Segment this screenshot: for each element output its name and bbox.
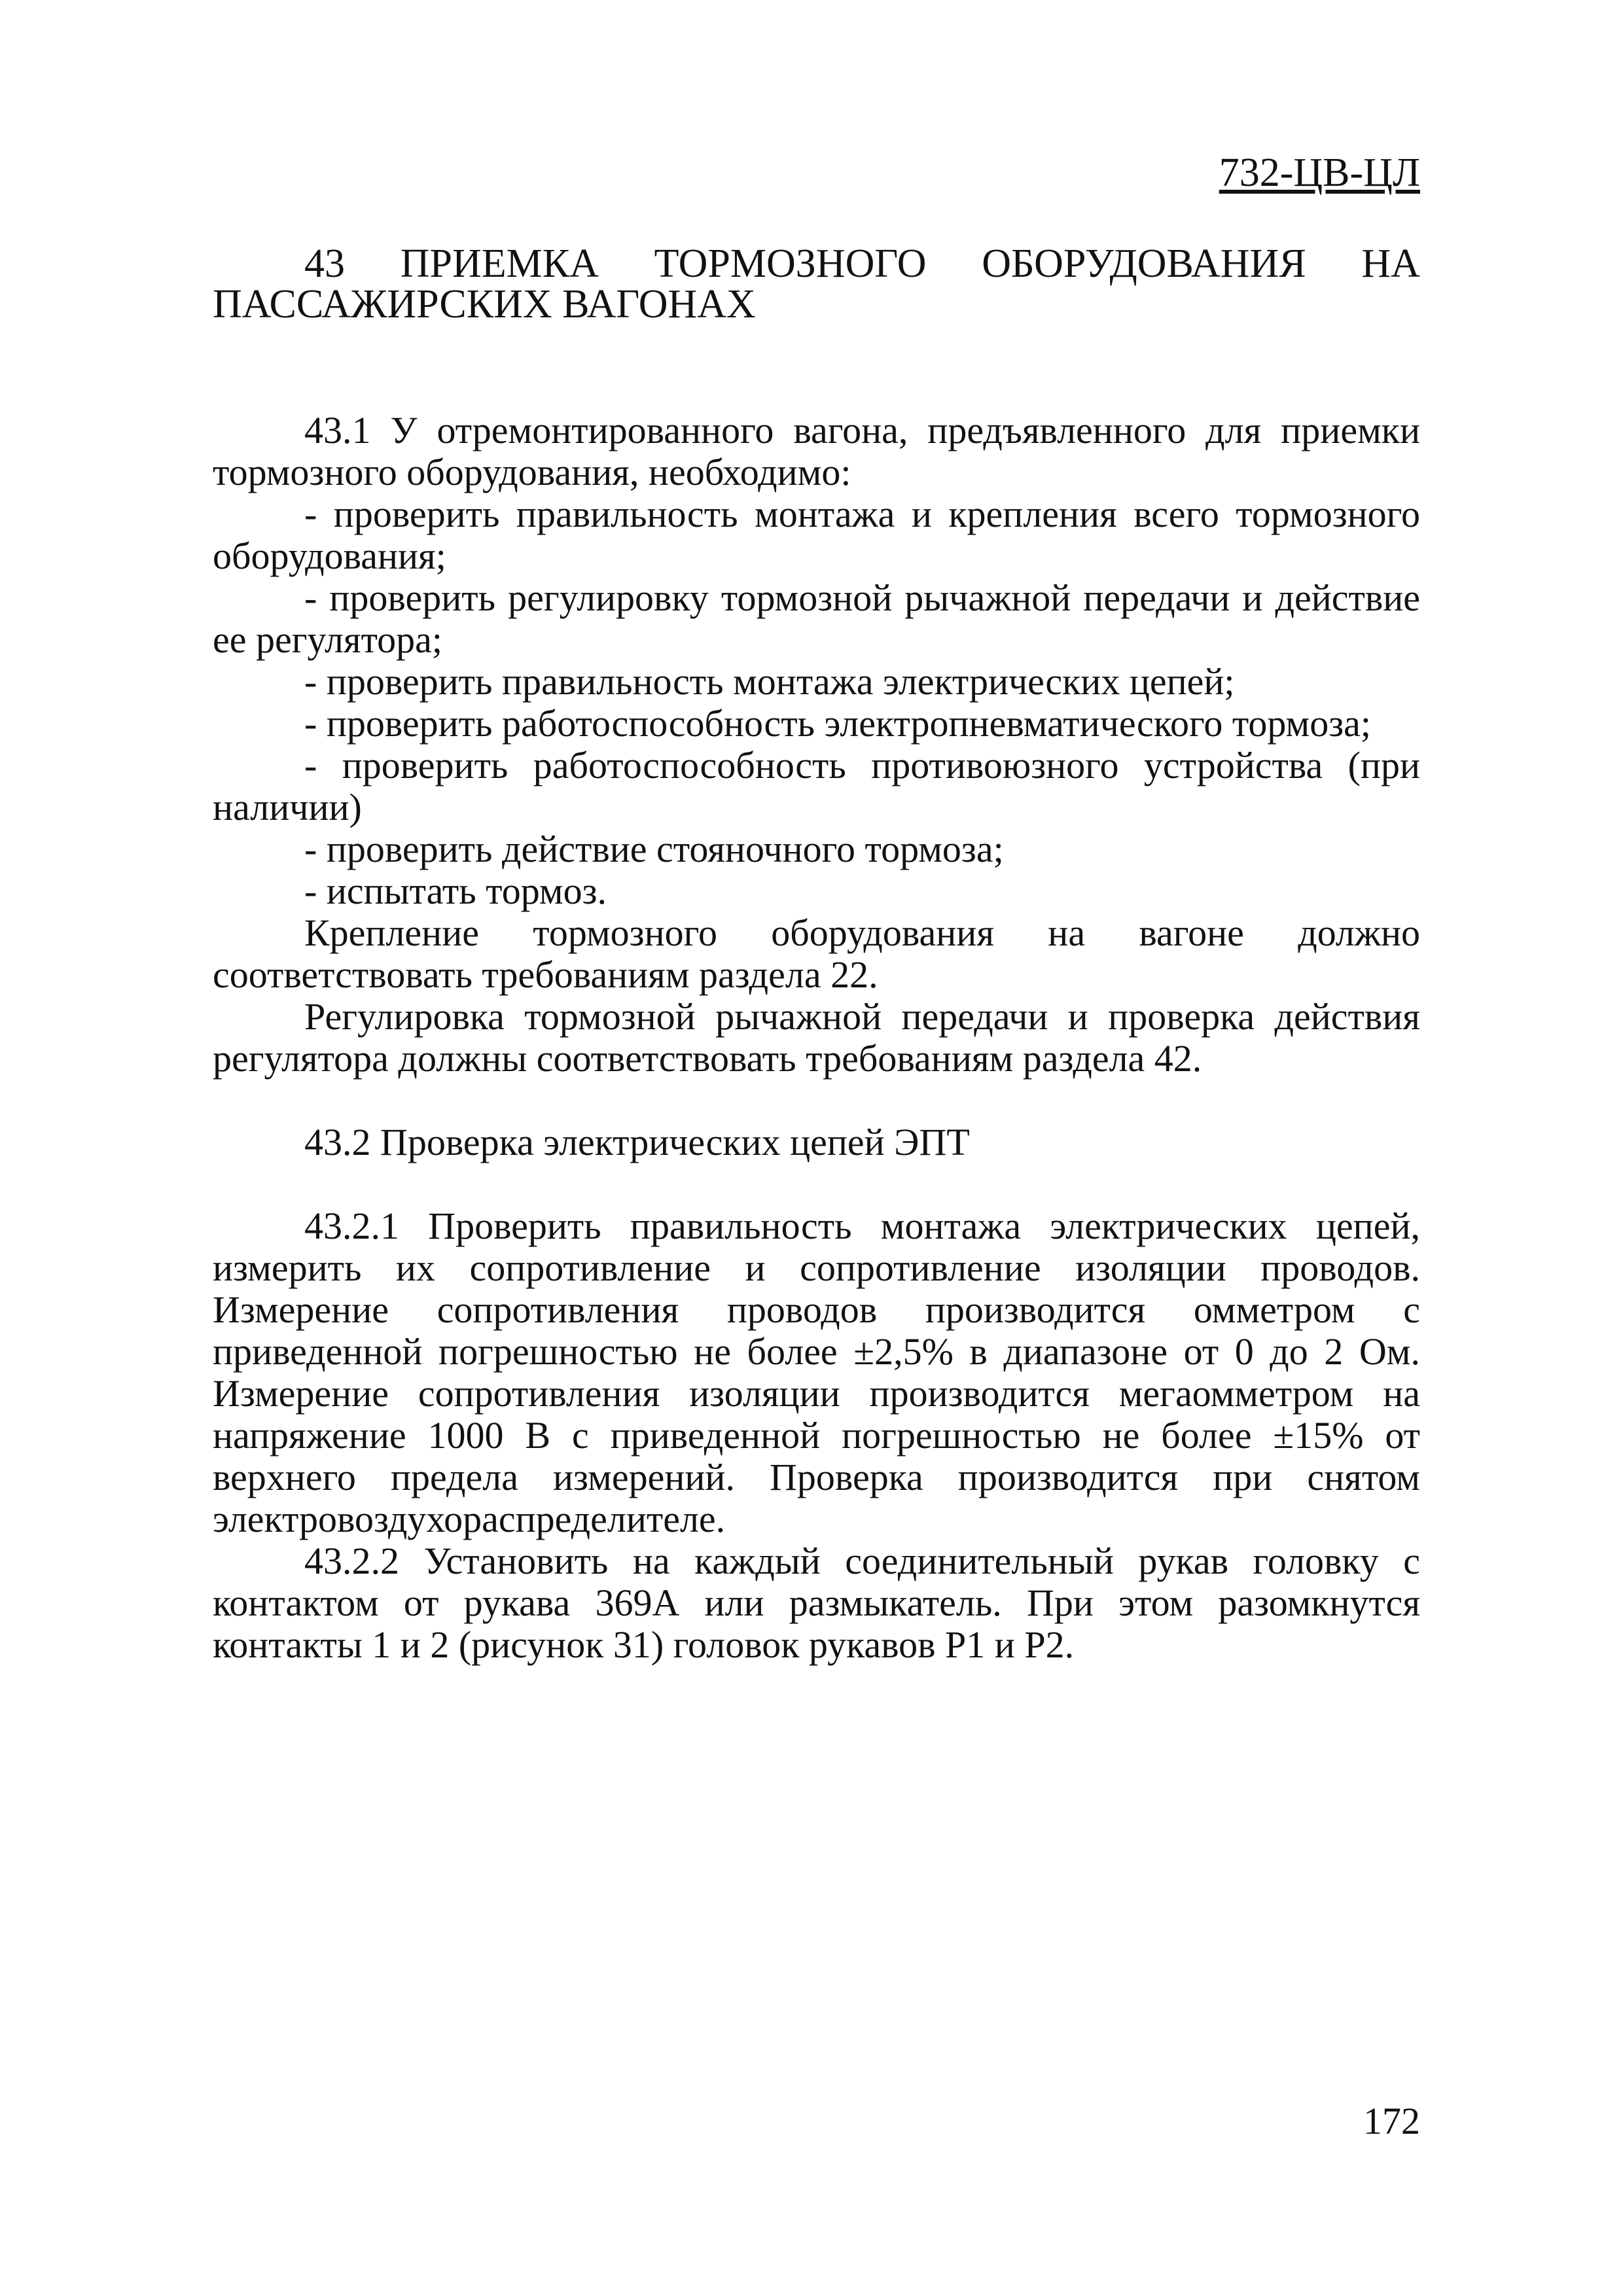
title-word: ТОРМОЗНОГО: [654, 241, 927, 286]
list-item: - проверить регулировку тормозной рычажной передачи и действие ее регулятора;: [213, 576, 1420, 661]
title-word: ПРИЕМКА: [400, 241, 599, 286]
document-page: [213, 0, 1420, 2296]
paragraph-43-1: 43.1 У отремонтированного вагона, предъявленного для приемки тормозного оборудования, необходимо:: [213, 409, 1420, 493]
list-item: - проверить работоспособность противоюзного устройства (при наличии): [213, 744, 1420, 828]
paragraph-fastening: Крепление тормозного оборудования на вагоне должно соответствовать требованиям раздела 22.: [213, 911, 1420, 996]
title-word: НА: [1361, 241, 1420, 286]
list-item: - проверить правильность монтажа и крепления всего тормозного оборудования;: [213, 493, 1420, 577]
paragraph-adjustment: Регулировка тормозной рычажной передачи и проверка действия регулятора должны соответствовать требованиям раздела 42.: [213, 995, 1420, 1080]
page-number: 172: [1363, 2100, 1420, 2142]
document-code: 732-ЦВ-ЦЛ: [1219, 150, 1420, 195]
list-item: - проверить работоспособность электропневматического тормоза;: [304, 702, 1372, 745]
list-item: - проверить правильность монтажа электрических цепей;: [304, 660, 1235, 703]
section-title-line-2: ПАССАЖИРСКИХ ВАГОНАХ: [213, 282, 756, 327]
section-number: 43: [304, 241, 345, 286]
list-item: - проверить действие стояночного тормоза;: [304, 828, 1004, 870]
list-item: - испытать тормоз.: [304, 870, 607, 912]
section-title-line-1: [304, 242, 1420, 285]
subsection-title-43-2: 43.2 Проверка электрических цепей ЭПТ: [304, 1121, 970, 1163]
body-text: [213, 410, 1420, 1666]
paragraph-43-2-1: 43.2.1 Проверить правильность монтажа электрических цепей, измерить их сопротивление и сопротивление изоляции проводов. Измерение сопротивления проводов производится омметром с приведенной погрешностью не более ±2,5% в диапазоне от 0 до 2 Ом. Измерение сопротивления изоляции производится мегаомметром на напряжение 1000 В с приведенной погрешностью не более ±15% от верхнего предела измерений. Проверка производится при снятом электровоздухораспределителе.: [213, 1205, 1420, 1540]
title-word: ОБОРУДОВАНИЯ: [982, 241, 1306, 286]
paragraph-43-2-2: 43.2.2 Установить на каждый соединительный рукав головку с контактом от рукава 369А или размыкатель. При этом разомкнутся контакты 1 и 2 (рисунок 31) головок рукавов Р1 и Р2.: [213, 1540, 1420, 1666]
